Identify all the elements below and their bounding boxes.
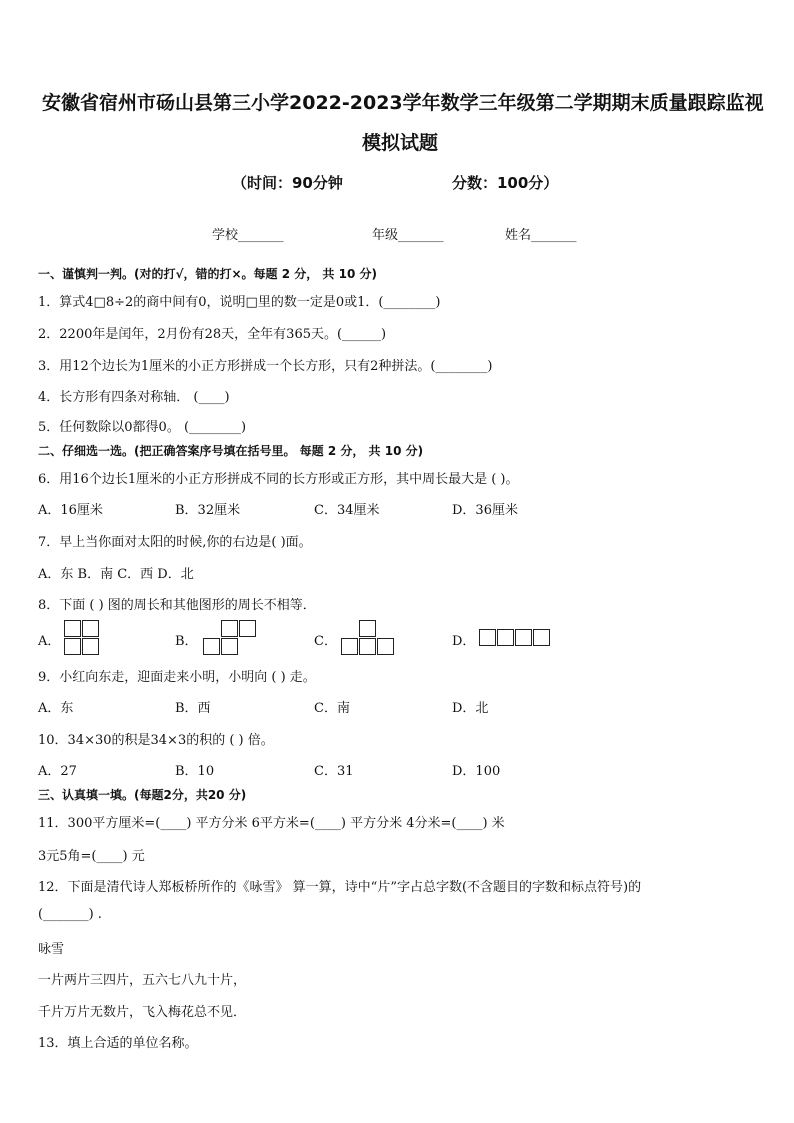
q6-option-d: D．36厘米 [452, 503, 518, 518]
q6-option-a: A．16厘米 [38, 503, 103, 518]
q8-label-a: A． [38, 634, 61, 649]
q9-option-d: D．北 [452, 701, 489, 716]
section2-heading: 二、仔细选一选。(把正确答案序号填在括号里。 每题 2 分， 共 10 分) [38, 444, 424, 458]
q9-option-c: C．南 [314, 701, 350, 716]
question-12-line2: (_______) . [38, 907, 102, 922]
question-3: 3．用12个边长为1厘米的小正方形拼成一个长方形，只有2种拼法。(________) [38, 359, 493, 374]
q8-label-d: D． [452, 634, 476, 649]
exam-time: （时间：90分钟 [232, 174, 343, 192]
q10-option-d: D．100 [452, 764, 501, 779]
question-11-line1: 11．300平方厘米=(____) 平方分米 6平方米=(____) 平方分米 4分米=(____) 米 [38, 816, 505, 831]
q9-option-b: B．西 [175, 701, 211, 716]
question-4: 4．长方形有四条对称轴． (____) [38, 390, 230, 405]
q6-option-c: C．34厘米 [314, 503, 380, 518]
q10-option-c: C．31 [314, 764, 354, 779]
q10-option-b: B．10 [175, 764, 215, 779]
question-2: 2．2200年是闰年，2月份有28天，全年有365天。(______) [38, 327, 387, 342]
exam-score: 分数：100分） [452, 174, 559, 192]
section3-heading: 三、认真填一填。(每题2分，共20 分) [38, 788, 247, 802]
question-1: 1．算式4□8÷2的商中间有0，说明□里的数一定是0或1．(________) [38, 295, 441, 310]
exam-title-line2: 模拟试题 [362, 132, 439, 154]
q9-option-a: A．东 [38, 701, 74, 716]
question-10: 10．34×30的积是34×3的积的 ( ) 倍。 [38, 733, 274, 748]
q7-options: A．东 B．南 C．西 D．北 [38, 567, 194, 582]
poem-line1: 一片两片三四片，五六七八九十片， [38, 973, 247, 988]
poem-title: 咏雪 [38, 942, 65, 957]
grade-field: 年级_______ [372, 228, 444, 243]
question-8: 8．下面 ( ) 图的周长和其他图形的周长不相等． [38, 598, 316, 613]
question-12-line1: 12．下面是清代诗人郑板桥所作的《咏雪》 算一算，诗中“片”字占总字数(不含题目的字数和标点符号)的 [38, 880, 642, 895]
poem-line2: 千片万片无数片，飞入梅花总不见． [38, 1005, 247, 1020]
question-6: 6．用16个边长1厘米的小正方形拼成不同的长方形或正方形，其中周长最大是 ( )。 [38, 472, 519, 487]
school-field: 学校_______ [212, 228, 284, 243]
exam-title-line1: 安徽省宿州市砀山县第三小学2022-2023学年数学三年级第二学期期末质量跟踪监视 [42, 92, 764, 114]
q6-option-b: B．32厘米 [175, 503, 241, 518]
question-13: 13．填上合适的单位名称。 [38, 1036, 198, 1051]
q8-label-b: B． [175, 634, 198, 649]
question-9: 9．小红向东走，迎面走来小明，小明向 ( ) 走。 [38, 670, 316, 685]
section1-heading: 一、谨慎判一判。(对的打√，错的打×。每题 2 分， 共 10 分) [38, 267, 377, 281]
name-field: 姓名_______ [505, 228, 577, 243]
question-7: 7．早上当你面对太阳的时候,你的右边是( )面。 [38, 535, 312, 550]
question-5: 5．任何数除以0都得0。 (________) [38, 420, 247, 435]
q8-label-c: C． [314, 634, 337, 649]
q10-option-a: A．27 [38, 764, 77, 779]
question-11-line2: 3元5角=(____) 元 [38, 849, 145, 864]
